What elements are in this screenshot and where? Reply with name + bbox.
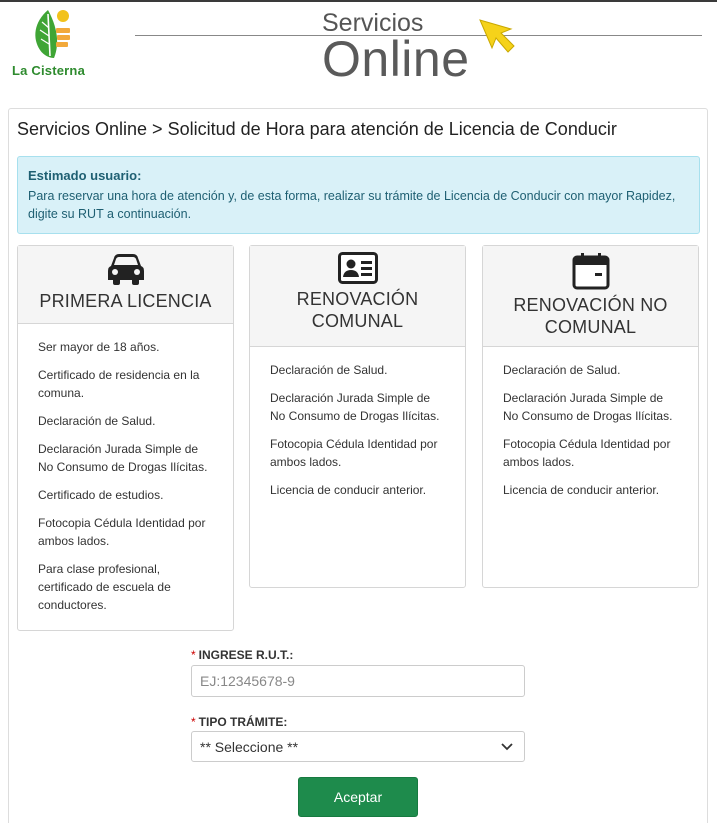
header-title-big: Online bbox=[322, 31, 470, 87]
tipo-tramite-label-text: TIPO TRÁMITE: bbox=[198, 715, 288, 729]
card-header bbox=[483, 246, 698, 347]
required-asterisk: * bbox=[191, 715, 196, 729]
list-item: Ser mayor de 18 años. bbox=[38, 340, 160, 354]
rut-label bbox=[191, 648, 293, 662]
list-item: Declaración de Salud. bbox=[270, 363, 388, 377]
logo-text: La Cisterna bbox=[12, 63, 86, 78]
card-title-line1: RENOVACIÓN NO bbox=[513, 295, 668, 315]
cursor-arrow-icon bbox=[478, 18, 518, 58]
list-item: Declaración de Salud. bbox=[38, 414, 156, 428]
select-value: ** Seleccione ** bbox=[200, 739, 299, 755]
page-title: Servicios Online > Solicitud de Hora para atención de Licencia de Conducir bbox=[17, 119, 617, 139]
tipo-tramite-label bbox=[191, 715, 287, 729]
rut-input[interactable] bbox=[191, 665, 525, 697]
list-item: Para clase profesional, certificado de escuela de conductores. bbox=[38, 562, 171, 612]
calendar-icon bbox=[571, 252, 611, 290]
id-card-icon bbox=[338, 252, 378, 284]
alert-title: Estimado usuario: bbox=[28, 168, 142, 183]
list-item: Certificado de residencia en la comuna. bbox=[38, 368, 200, 400]
list-item: Fotocopia Cédula Identidad por ambos lados. bbox=[503, 437, 671, 469]
tipo-tramite-select[interactable] bbox=[191, 731, 525, 762]
list-item: Declaración Jurada Simple de No Consumo de Drogas Ilícitas. bbox=[270, 391, 440, 423]
requirements-list bbox=[18, 324, 233, 634]
required-asterisk: * bbox=[191, 648, 196, 662]
list-item: Fotocopia Cédula Identidad por ambos lados. bbox=[38, 516, 206, 548]
card-header bbox=[18, 246, 233, 324]
card-title bbox=[250, 288, 465, 332]
card-title bbox=[483, 294, 698, 338]
list-item: Declaración Jurada Simple de No Consumo de Drogas Ilícitas. bbox=[38, 442, 208, 474]
card-title-line1: RENOVACIÓN bbox=[296, 289, 419, 309]
card-renovacion-comunal bbox=[249, 245, 466, 588]
card-title: PRIMERA LICENCIA bbox=[39, 291, 212, 311]
alert-body: Para reservar una hora de atención y, de esta forma, realizar su trámite de Licencia de Conducir con mayor Rapidez, digite su RUT a continuación. bbox=[28, 189, 676, 221]
card-header bbox=[250, 246, 465, 347]
list-item: Declaración Jurada Simple de No Consumo de Drogas Ilícitas. bbox=[503, 391, 673, 423]
chevron-down-icon bbox=[500, 741, 514, 753]
accept-button[interactable]: Aceptar bbox=[298, 777, 418, 817]
requirements-list bbox=[483, 347, 698, 519]
car-icon bbox=[106, 252, 146, 286]
card-primera-licencia bbox=[17, 245, 234, 631]
card-title-line2: COMUNAL bbox=[311, 311, 404, 331]
info-alert bbox=[17, 156, 700, 234]
list-item: Declaración de Salud. bbox=[503, 363, 621, 377]
list-item: Fotocopia Cédula Identidad por ambos lados. bbox=[270, 437, 438, 469]
list-item: Licencia de conducir anterior. bbox=[270, 483, 427, 497]
leaf-logo-icon bbox=[30, 8, 76, 60]
header-title-small: Servicios bbox=[322, 9, 424, 37]
top-border bbox=[0, 0, 717, 2]
list-item: Licencia de conducir anterior. bbox=[503, 483, 660, 497]
list-item: Certificado de estudios. bbox=[38, 488, 164, 502]
card-title-line2: COMUNAL bbox=[544, 317, 637, 337]
card-renovacion-no-comunal bbox=[482, 245, 699, 588]
requirements-list bbox=[250, 347, 465, 519]
municipality-logo[interactable] bbox=[10, 8, 96, 80]
rut-label-text: INGRESE R.U.T.: bbox=[198, 648, 294, 662]
